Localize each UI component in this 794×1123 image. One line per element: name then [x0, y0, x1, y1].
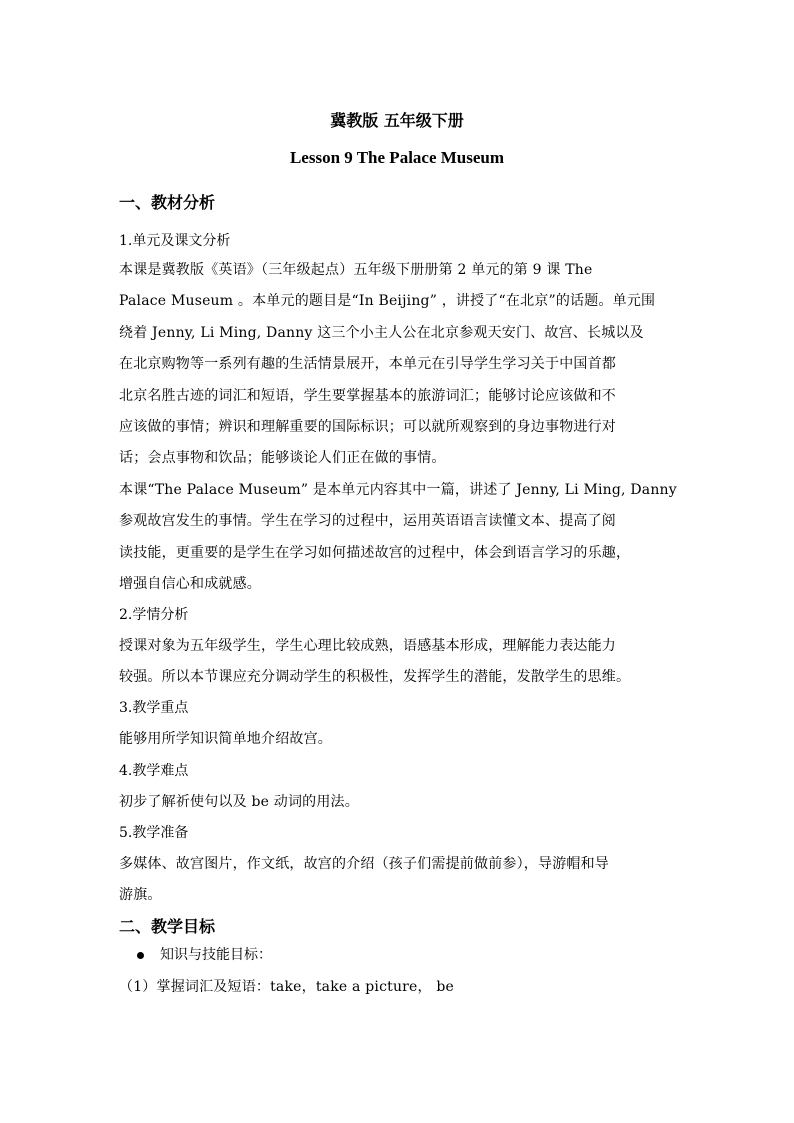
bullet-dot-icon [137, 952, 144, 959]
paragraph-line: 初步了解祈使句以及 be 动词的用法。 [119, 794, 359, 810]
subsection-label-focus: 3.教学重点 [119, 700, 189, 716]
subsection-label-preparation: 5.教学准备 [119, 825, 189, 841]
paragraph-line: 在北京购物等一系列有趣的生活情景展开，本单元在引导学生学习关于中国首都 [119, 356, 616, 372]
paragraph-line: 绕着 Jenny, Li Ming, Danny 这三个小主人公在北京参观天安门、故宫、长城以及 [119, 325, 644, 341]
bullet-item [137, 944, 272, 964]
section-heading-objectives: 二、教学目标 [119, 917, 216, 936]
paragraph-line: 本课是冀教版《英语》（三年级起点）五年级下册册第 2 单元的第 9 课 The [119, 262, 593, 278]
paragraph-line: 增强自信心和成就感。 [119, 576, 261, 592]
paragraph-line: 较强。所以本节课应充分调动学生的积极性，发挥学生的潜能，发散学生的思维。 [119, 669, 631, 685]
paragraph-line: Palace Museum 。本单元的题目是“In Beijing” ，讲授了“在北京”的话题。单元围 [119, 293, 656, 309]
paragraph-line: 参观故宫发生的事情。学生在学习的过程中，运用英语语言读懂文本、提高了阅 [119, 513, 616, 529]
paragraph-line: 授课对象为五年级学生，学生心理比较成熟，语感基本形成，理解能力表达能力 [119, 638, 616, 654]
paragraph-line: 游旗。 [119, 887, 162, 903]
document-title-cn: 冀教版 五年级下册 [330, 111, 464, 130]
document-title-en: Lesson 9 The Palace Museum [289, 148, 505, 167]
objective-item: （1）掌握词汇及短语：take，take a picture， be [119, 979, 455, 995]
section-heading-analysis: 一、教材分析 [119, 193, 216, 212]
subsection-label-unit: 1.单元及课文分析 [119, 233, 231, 249]
paragraph-line: 话；会点事物和饮品；能够谈论人们正在做的事情。 [119, 450, 446, 466]
paragraph-line: 能够用所学知识简单地介绍故宫。 [119, 731, 332, 747]
paragraph-line: 本课“The Palace Museum” 是本单元内容其中一篇，讲述了 Jenny, Li Ming, Danny [119, 482, 677, 498]
paragraph-line: 多媒体、故宫图片，作文纸，故宫的介绍（孩子们需提前做前参），导游帽和导 [119, 856, 609, 872]
paragraph-line: 应该做的事情；辨识和理解重要的国际标识；可以就所观察到的身边事物进行对 [119, 419, 616, 435]
subsection-label-difficulty: 4.教学难点 [119, 763, 189, 779]
bullet-text: 知识与技能目标： [160, 947, 272, 963]
paragraph-line: 读技能，更重要的是学生在学习如何描述故宫的过程中，体会到语言学习的乐趣， [119, 545, 631, 561]
subsection-label-learners: 2.学情分析 [119, 607, 189, 623]
paragraph-line: 北京名胜古迹的词汇和短语，学生要掌握基本的旅游词汇；能够讨论应该做和不 [119, 388, 616, 404]
